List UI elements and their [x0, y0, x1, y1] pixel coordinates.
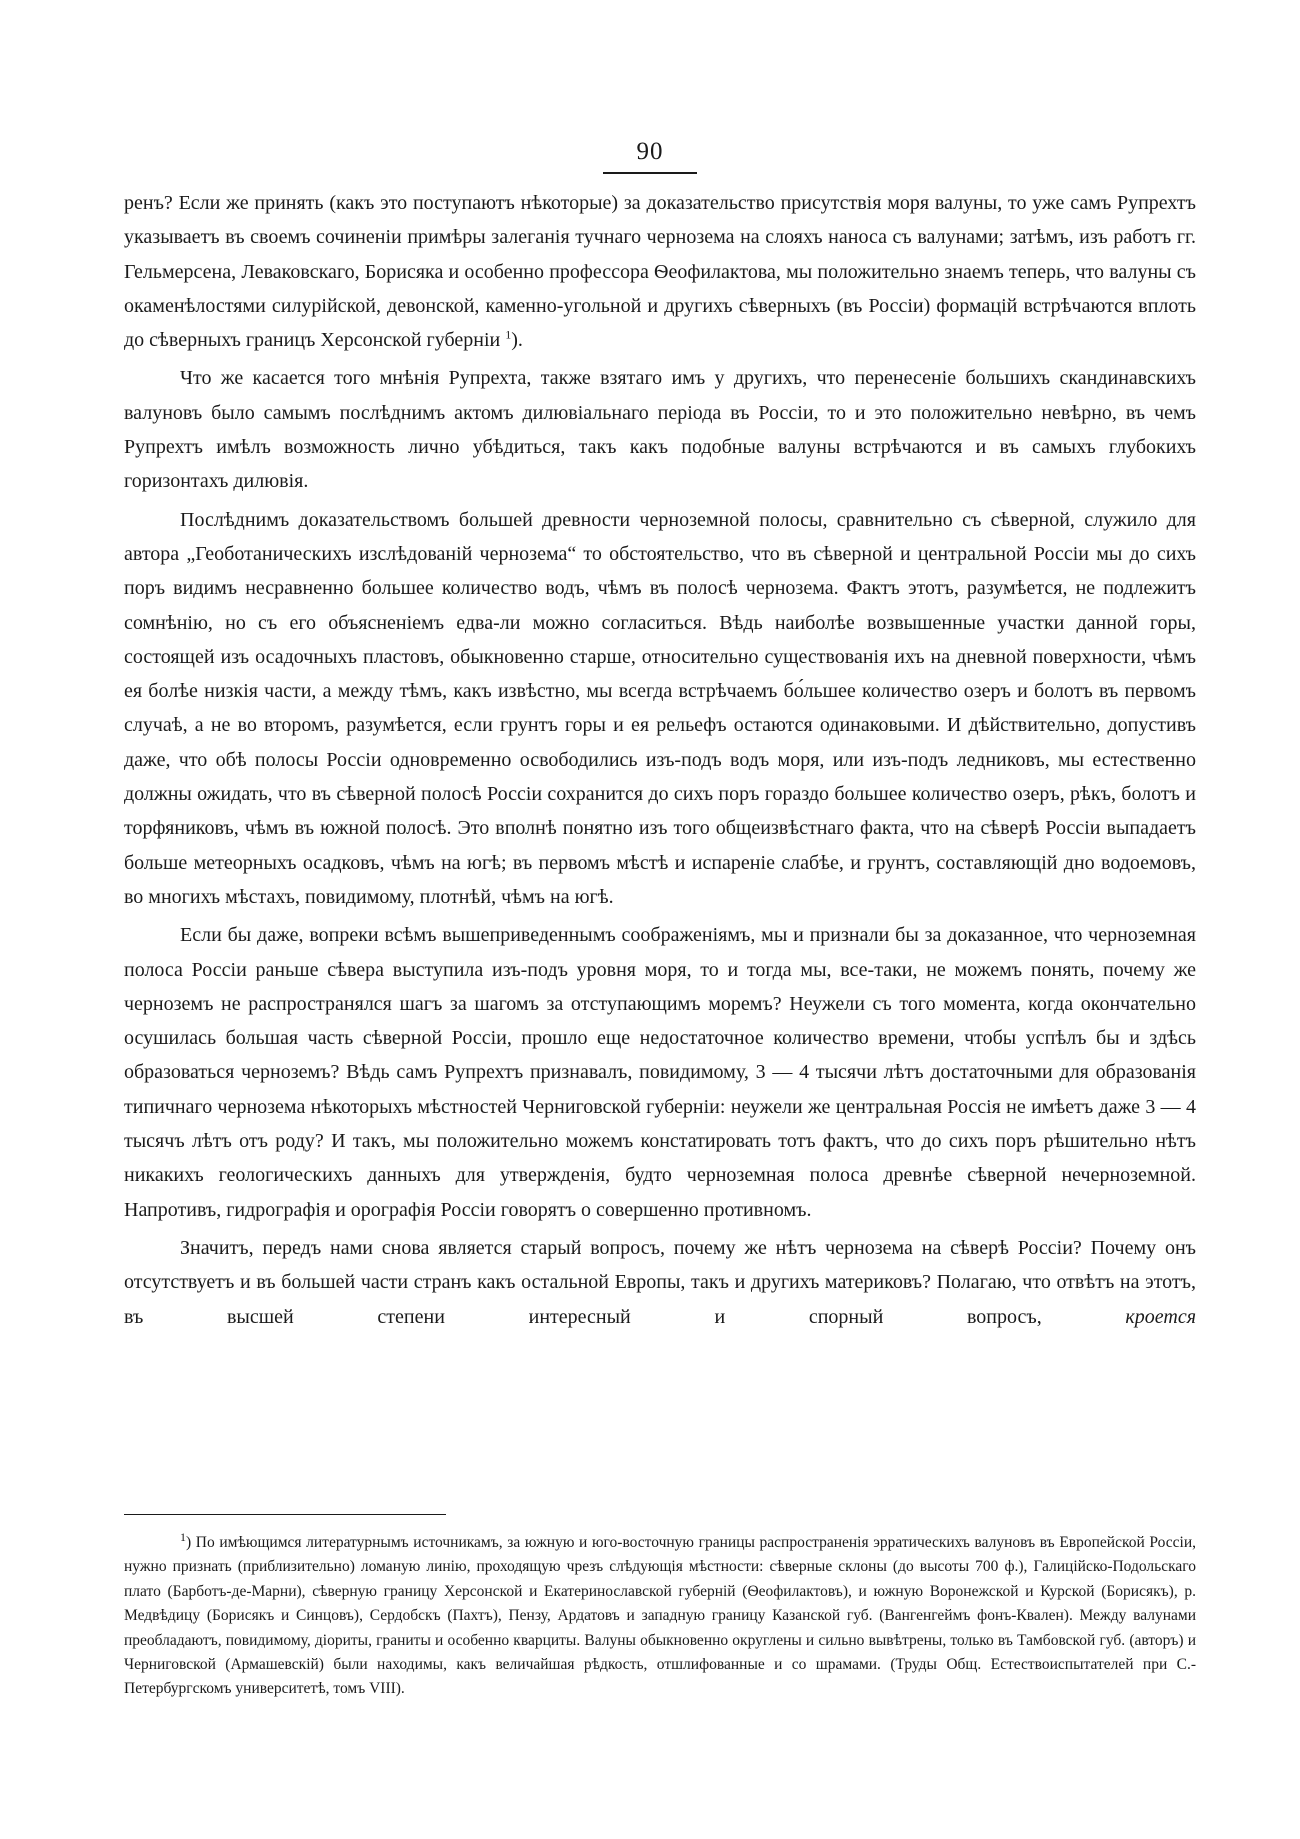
footnote-reference[interactable]: 1 — [505, 327, 512, 342]
footnote-text: ) По имѣющимся литературнымъ источникамъ, за южную и юго-восточную границы распространенія эрратическихъ валуновъ въ Европейской Россіи, нужно признать (приблизительно) ломаную линію, проходящую чрезъ слѣдующія мѣстности: сѣверные склоны (до высоты 700 ф.), Галиційско-Подольскаго плато (Барботъ-де-Марни), сѣверную границу Херсонской и Екатеринославской губерній (Ѳеофилактовъ), и южную Воронежской и Курской (Борисякъ), р. Медвѣдицу (Борисякъ и Синцовъ), Сердобскъ (Пахтъ), Пензу, Ардатовъ и западную границу Казанской губ. (Вангенгеймъ фонъ-Квален). Между валунами преобладаютъ, повидимому, діориты, граниты и особенно кварциты. Валуны обыкновенно округлены и сильно вывѣтрены, только въ Тамбовской губ. (авторъ) и Черниговской (Армашевскій) были находимы, какъ величайшая рѣдкость, отшлифованные и со шрамами. (Труды Общ. Естествоиспытателей при С.-Петербургскомъ университетѣ, томъ VIII). — [124, 1534, 1196, 1698]
footnote-reference-close: ). — [511, 329, 523, 352]
paragraph-5-text: Значитъ, передъ нами снова является старый вопросъ, почему же нѣтъ чернозема на сѣверѣ Россіи? Почему онъ отсутствуетъ и въ большей части странъ какъ остальной Европы, такъ и другихъ материковъ? Полагаю, что отвѣтъ на этотъ, въ высшей степени интересный и спорный вопросъ, — [124, 1236, 1196, 1328]
catchword-italic: кроется — [1125, 1305, 1196, 1328]
page-number-underline — [603, 172, 697, 174]
paragraph-1 — [124, 186, 1196, 357]
paragraph-3: Послѣднимъ доказательствомъ большей древности черноземной полосы, сравнительно съ сѣверной, служило для автора „Геоботаническихъ изслѣдованій чернозема“ то обстоятельство, что въ сѣверной и центральной Россіи мы до сихъ поръ видимъ несравненно большее количество водъ, чѣмъ въ полосѣ чернозема. Фактъ этотъ, разумѣется, не подлежитъ сомнѣнію, но съ его объясненіемъ едва-ли можно согласиться. Вѣдь наиболѣе возвышенные участки данной горы, состоящей изъ осадочныхъ пластовъ, обыкновенно старше, относительно существованія ихъ на дневной поверхности, чѣмъ ея болѣе низкія части, а между тѣмъ, какъ извѣстно, мы всегда встрѣчаемъ бо́льшее количество озеръ и болотъ въ первомъ случаѣ, а не во второмъ, разумѣется, если грунтъ горы и ея рельефъ остаются одинаковыми. И дѣйствительно, допустивъ даже, что обѣ полосы Россіи одновременно освободились изъ-подъ водъ моря, или изъ-подъ ледниковъ, мы естественно должны ожидать, что въ сѣверной полосѣ Россіи сохранится до сихъ поръ гораздо большее количество озеръ, рѣкъ, болотъ и торфяниковъ, чѣмъ въ южной полосѣ. Это вполнѣ понятно изъ того общеизвѣстнаго факта, что на сѣверѣ Россіи выпадаетъ больше метеорныхъ осадковъ, чѣмъ на югѣ; въ первомъ мѣстѣ и испареніе слабѣе, и грунтъ, составляющій дно водоемовъ, во многихъ мѣстахъ, повидимому, плотнѣй, чѣмъ на югѣ. — [124, 508, 1196, 908]
footnote-marker: 1 — [180, 1529, 186, 1544]
page-number: 90 — [636, 138, 664, 165]
footnote — [124, 1531, 1196, 1702]
footnote-separator — [124, 1514, 446, 1515]
paragraph-5 — [124, 1231, 1196, 1334]
paragraph-2: Что же касается того мнѣнія Рупрехта, также взятаго имъ у другихъ, что перенесеніе большихъ скандинавскихъ валуновъ было самымъ послѣднимъ актомъ дилювіальнаго періода въ Россіи, то и это положительно невѣрно, въ чемъ Рупрехтъ имѣлъ возможность лично убѣдиться, такъ какъ подобные валуны встрѣчаются и въ самыхъ глубокихъ горизонтахъ дилювія. — [124, 367, 1196, 493]
main-text — [124, 186, 1196, 1338]
paragraph-4: Если бы даже, вопреки всѣмъ вышеприведеннымъ соображеніямъ, мы и признали бы за доказанное, что черноземная полоса Россіи раньше сѣвера выступила изъ-подъ уровня моря, то и тогда мы, все-таки, не можемъ понять, почему же черноземъ не распространялся шагъ за шагомъ за отступающимъ моремъ? Неужели съ того момента, когда окончательно осушилась большая часть сѣверной Россіи, прошло еще недостаточное количество времени, чтобы успѣлъ бы и здѣсь образоваться черноземъ? Вѣдь самъ Рупрехтъ признавалъ, повидимому, 3 — 4 тысячи лѣтъ достаточными для образованія типичнаго чернозема нѣкоторыхъ мѣстностей Черниговской губерніи: неужели же центральная Россія не имѣетъ даже 3 — 4 тысячъ лѣтъ отъ роду? И такъ, мы положительно можемъ констатировать тотъ фактъ, что до сихъ поръ рѣшительно нѣтъ никакихъ геологическихъ данныхъ для утвержденія, будто черноземная полоса древнѣе сѣверной нечерноземной. Напротивъ, гидрографія и орографія Россіи говорятъ о совершенно противномъ. — [124, 924, 1196, 1221]
paragraph-1-text: ренъ? Если же принять (какъ это поступаютъ нѣкоторые) за доказательство присутствія моря валуны, то уже самъ Рупрехтъ указываетъ въ своемъ сочиненіи примѣры залеганія тучнаго чернозема на слояхъ наноса съ валунами; затѣмъ, изъ работъ гг. Гельмерсена, Леваковскаго, Борисяка и особенно профессора Ѳеофилактова, мы положительно знаемъ теперь, что валуны съ окаменѣлостями силурійской, девонской, каменно-угольной и другихъ сѣверныхъ (въ Россіи) формацій встрѣчаются вплоть до сѣверныхъ границъ Херсонской губерніи — [124, 192, 1196, 352]
